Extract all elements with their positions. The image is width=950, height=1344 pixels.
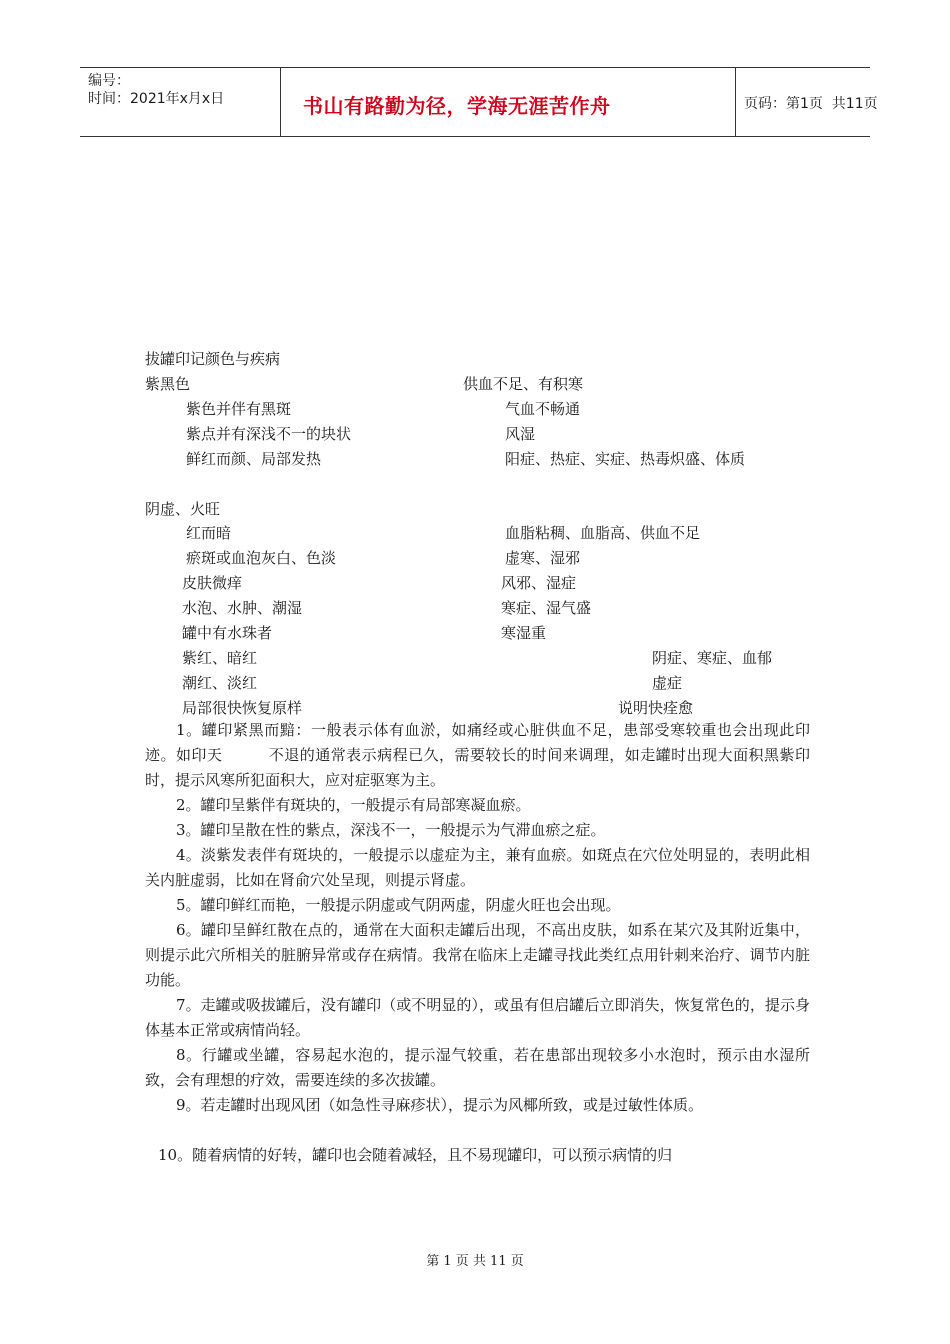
paragraph: 4。淡紫发表伴有斑块的，一般提示以虚症为主，兼有血瘀。如斑点在穴位处明显的，表明此相关内脏虚弱，比如在肾俞穴处呈现，则提示肾虚。 xyxy=(145,846,810,889)
paragraph: 1。罐印紧黑而黯：一般表示体有血淤，如痛经或心脏供血不足，患部受寒较重也会出现此印迹。如印天 不退的通常表示病程已久，需要较长的时间来调理，如走罐时出现大面积黑紫印时，提示风寒所犯面积大，应对症驱寒为主。 xyxy=(145,721,810,789)
mark-label: 罐中有水珠者 xyxy=(182,624,273,642)
meaning-label: 血脂粘稠、血脂高、供血不足 xyxy=(505,524,701,542)
paragraph: 6。罐印呈鲜红散在点的，通常在大面积走罐后出现，不高出皮肤，如系在某穴及其附近集中，则提示此穴所相关的脏腑异常或存在病情。我常在临床上走罐寻找此类红点用针刺来治疗、调节内脏功能。 xyxy=(145,921,810,989)
header-page-label: 页码：第1页 共11页 xyxy=(744,96,878,112)
meaning-label: 虚寒、湿邪 xyxy=(505,549,581,567)
page-header xyxy=(80,67,878,137)
mark-label: 红而暗 xyxy=(186,524,232,542)
mark-label: 紫红、暗红 xyxy=(182,649,258,667)
meaning-label: 气血不畅通 xyxy=(505,400,581,418)
mark-label: 潮红、淡红 xyxy=(182,674,258,692)
document-date-label: 时间：2021年x月x日 xyxy=(88,91,225,107)
document-title: 拔罐印记颜色与疾病 xyxy=(145,350,281,368)
meaning-label: 寒湿重 xyxy=(501,624,547,642)
mark-label: 紫点并有深浅不一的块状 xyxy=(186,425,352,443)
header-page-cell xyxy=(744,93,878,113)
mark-label: 紫色并伴有黑斑 xyxy=(186,400,292,418)
meaning-label: 供血不足、有积寒 xyxy=(463,375,584,393)
paragraph: 8。行罐或坐罐，容易起水泡的，提示湿气较重，若在患部出现较多小水泡时，预示由水湿所致，会有理想的疗效，需要连续的多次拔罐。 xyxy=(145,1046,810,1089)
paragraph: 10。随着病情的好转，罐印也会随着减轻，且不易现罐印，可以预示病情的归 xyxy=(158,1146,673,1164)
meaning-label: 寒症、湿气盛 xyxy=(501,599,592,617)
meaning-label: 阳症、热症、实症、热毒炽盛、体质 xyxy=(505,450,746,468)
page-footer: 第 1 页 共 11 页 xyxy=(426,1254,524,1269)
mark-label: 鲜红而颜、局部发热 xyxy=(186,450,322,468)
header-motto-cell xyxy=(281,68,736,136)
mark-label: 水泡、水肿、潮湿 xyxy=(182,599,303,617)
mark-label: 阴虚、火旺 xyxy=(145,500,221,518)
meaning-label: 虚症 xyxy=(652,674,683,692)
meaning-label: 风湿 xyxy=(505,425,536,443)
mark-label: 紫黑色 xyxy=(145,375,191,393)
paragraph: 3。罐印呈散在性的紫点，深浅不一，一般提示为气滞血瘀之症。 xyxy=(176,821,606,839)
meaning-label: 说明快痊愈 xyxy=(618,699,694,717)
mark-label: 瘀斑或血泡灰白、色淡 xyxy=(186,549,337,567)
meaning-label: 风邪、湿症 xyxy=(501,574,577,592)
document-number-label: 编号： xyxy=(88,73,130,89)
mark-label: 局部很快恢复原样 xyxy=(182,699,303,717)
mark-label: 皮肤微痒 xyxy=(182,574,243,592)
paragraph: 5。罐印鲜红而艳，一般提示阴虚或气阴两虚，阴虚火旺也会出现。 xyxy=(176,896,621,914)
header-motto: 书山有路勤为径，学海无涯苦作舟 xyxy=(303,94,611,118)
paragraph: 9。若走罐时出现风团（如急性寻麻疹状），提示为风椰所致，或是过敏性体质。 xyxy=(176,1096,704,1114)
header-info-cell xyxy=(80,68,281,136)
paragraph: 7。走罐或吸拔罐后，没有罐印（或不明显的），或虽有但启罐后立即消失，恢复常色的，提示身体基本正常或病情尚轻。 xyxy=(145,996,810,1039)
paragraph: 2。罐印呈紫伴有斑块的，一般提示有局部寒凝血瘀。 xyxy=(176,796,531,814)
meaning-label: 阴症、寒症、血郁 xyxy=(652,649,773,667)
